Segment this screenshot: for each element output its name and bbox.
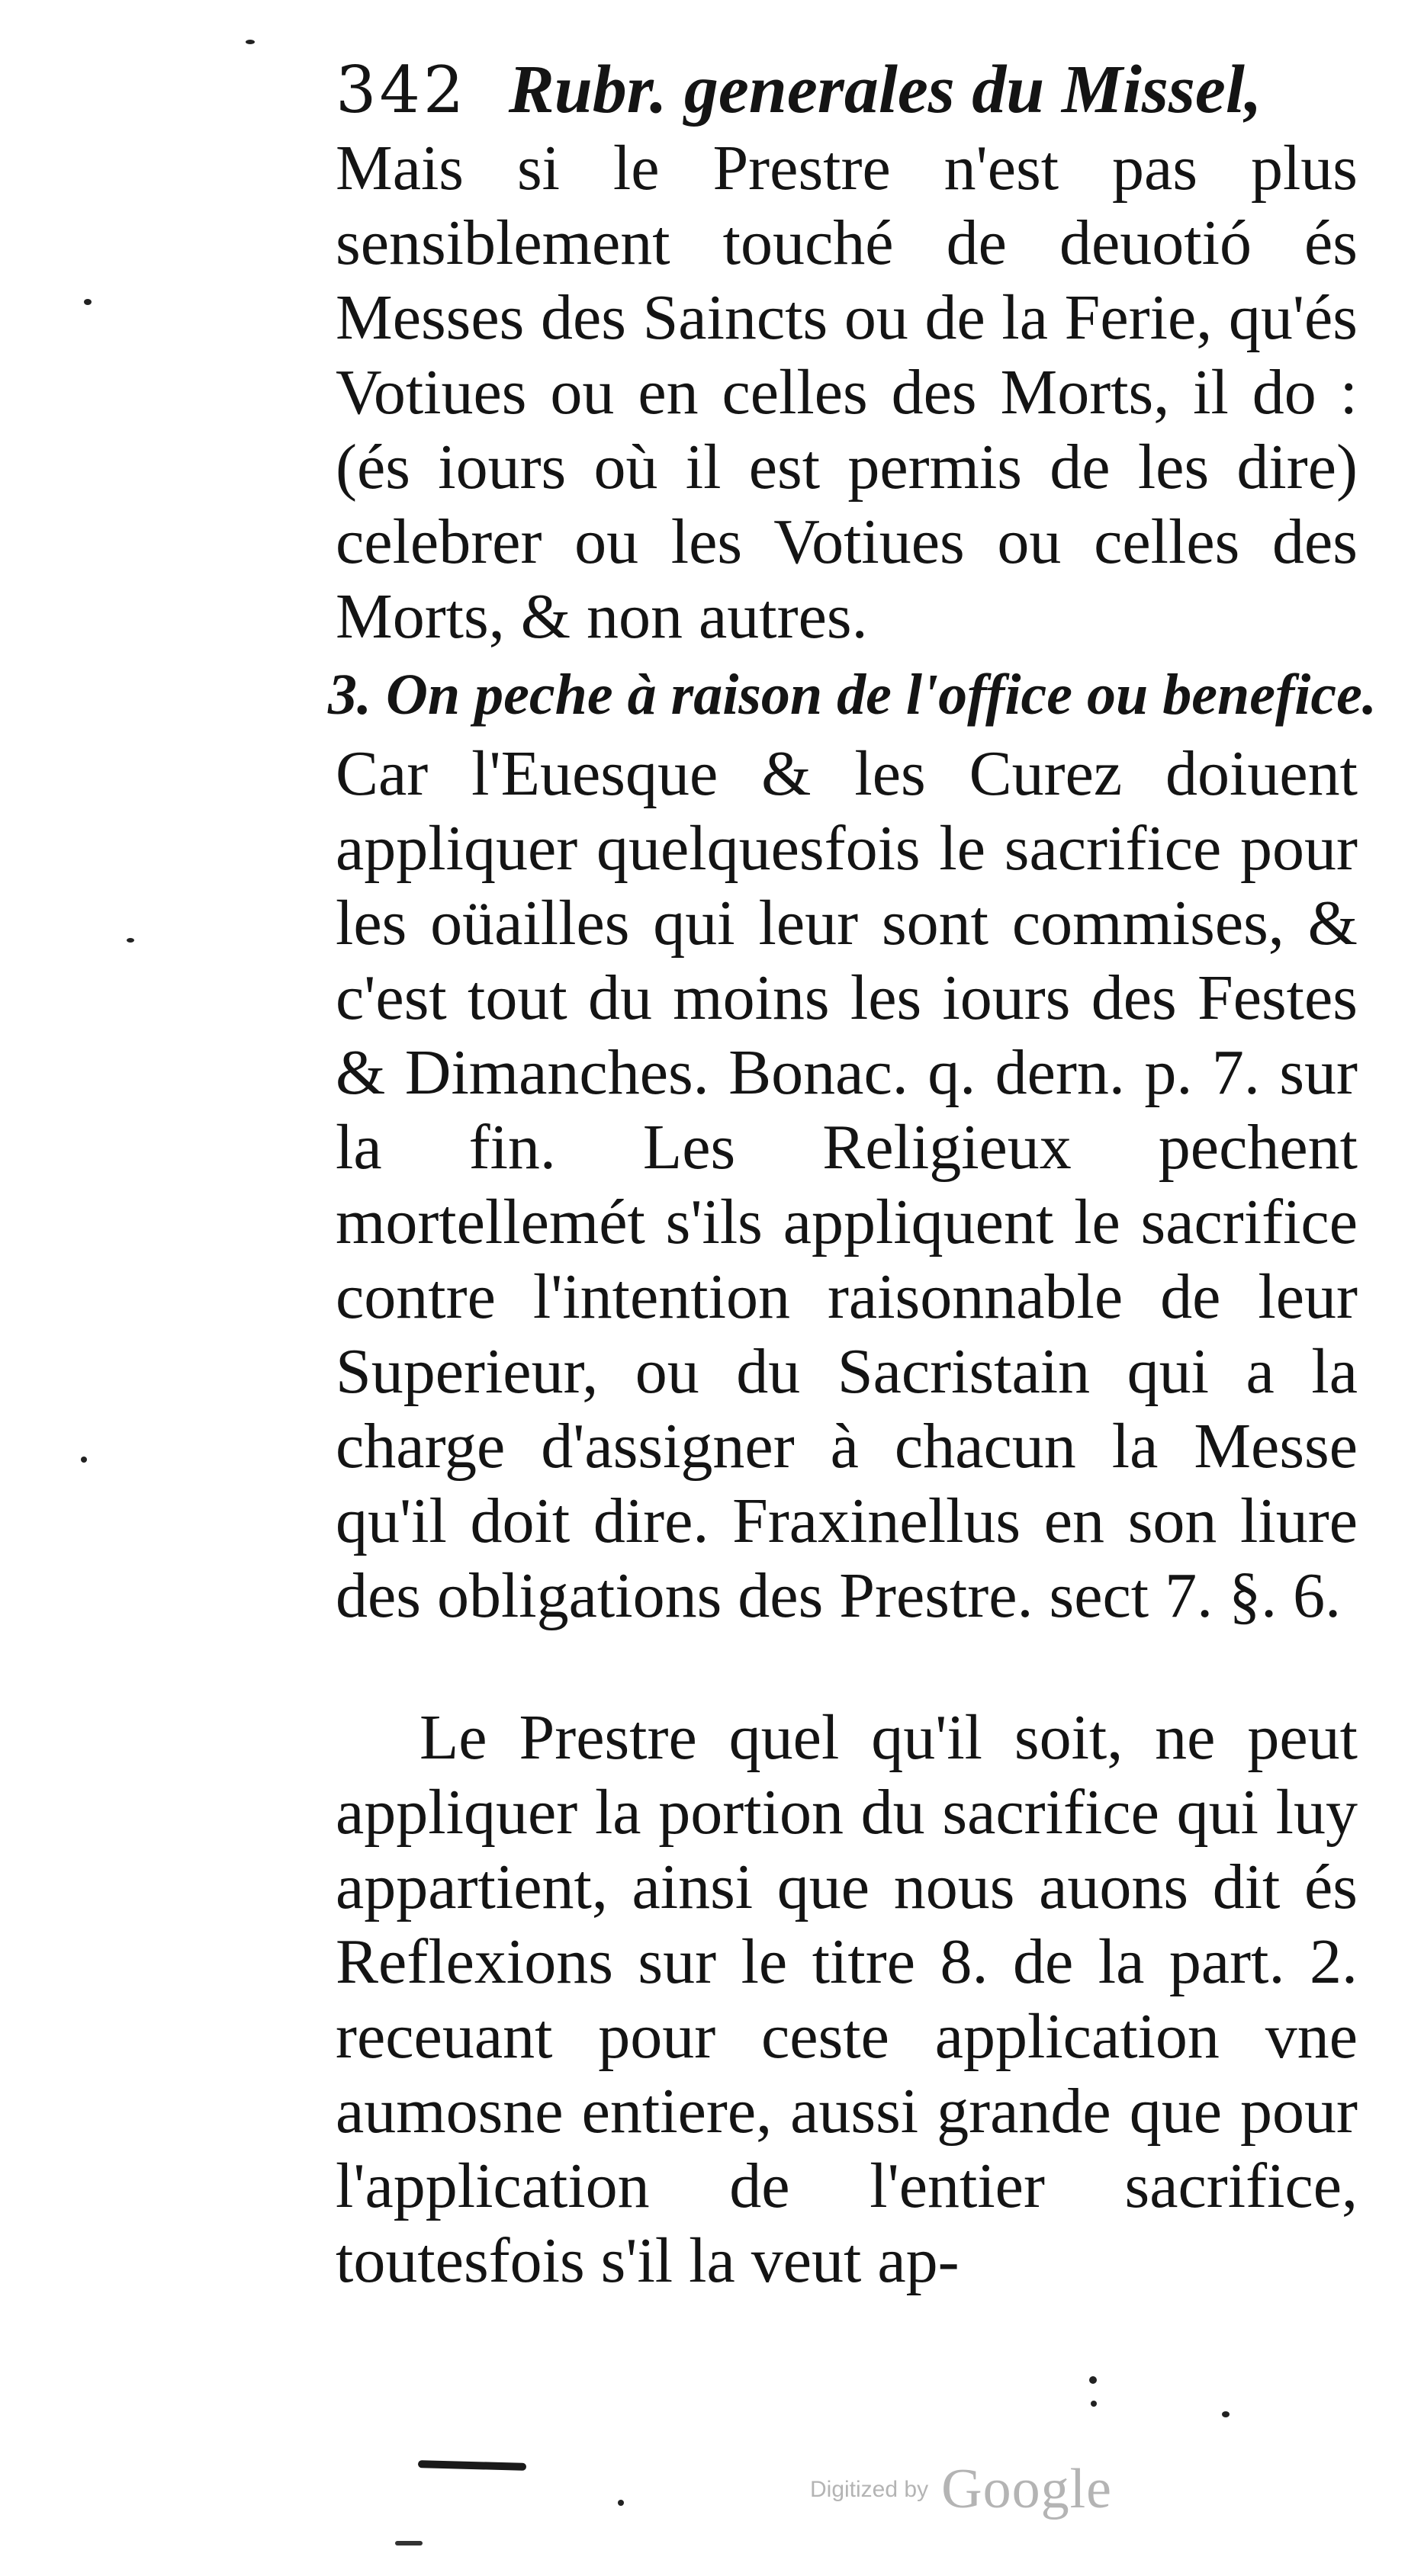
ink-speck: [618, 2500, 624, 2506]
google-logo: Google: [941, 2458, 1113, 2520]
running-title: Rubr. generales du Missel,: [508, 52, 1262, 127]
ink-speck: [84, 299, 92, 305]
ink-speck: [81, 1457, 87, 1463]
running-header: [336, 44, 1358, 136]
paragraph-2: Car l'Euesque & les Curez doiuent appliquer quelquesfois le sacrifice pour les oüailles qui leur sont commises, & c'est tout du moins les iours des Festes & Dimanches. Bonac. q. dern. p. 7. sur la fin. Les Religieux pechent mortellemét s'ils appliquent le sacrifice contre l'intention raisonnable de leur Superieur, ou du Sacristain qui a la charge d'assigner à chacun la Messe qu'il doit dire. Fraxinellus en son liure des obligations des Prestre. sect 7. §. 6.: [336, 738, 1358, 1631]
ink-speck: [246, 40, 255, 44]
ink-speck: [1091, 2401, 1097, 2407]
page-number: 342: [336, 53, 468, 127]
section-heading: 3. On peche à raison de l'office ou benefice.: [328, 663, 1377, 727]
ink-speck: [1222, 2411, 1230, 2417]
digitized-label: Digitized by: [810, 2476, 929, 2502]
ink-speck: [1089, 2376, 1097, 2384]
ink-rule-mark: [418, 2460, 526, 2471]
ink-dash: [395, 2541, 423, 2545]
paragraph-1: Mais si le Prestre n'est pas plus sensiblement touché de deuotió és Messes des Saincts ou de la Ferie, qu'és Votiues ou en celles des Morts, il do : (és iours où il est permis de les dire) celebrer ou les Votiues ou celles des Morts, & non autres.: [336, 133, 1358, 652]
digitized-watermark: [810, 2457, 1130, 2541]
ink-speck: [127, 938, 134, 943]
paragraph-3: Le Prestre quel qu'il soit, ne peut appliquer la portion du sacrifice qui luy appartient, ainsi que nous auons dit és Reflexions sur le titre 8. de la part. 2. receuant pour ceste application vne aumosne entiere, aussi grande que pour l'application de l'entier sacrifice, toutesfois s'il la veut ap-: [336, 1702, 1358, 2296]
